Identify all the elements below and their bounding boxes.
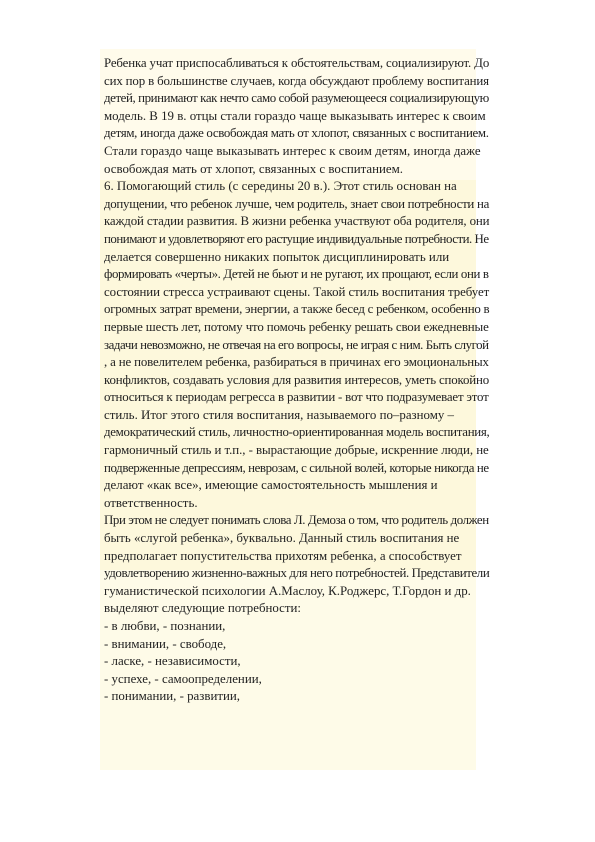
text-line: понимают и удовлетворяют его растущие индивидуальные потребности. Не [104,231,489,246]
text-line: Стали гораздо чаще выказывать интерес к своим детям, иногда даже [104,143,481,158]
text-line: подверженные депрессиям, неврозам, с сильной волей, которые никогда не [104,460,489,475]
text-line: делают «как все», имеющие самостоятельность мышления и [104,478,438,493]
text-line: модель. В 19 в. отцы стали гораздо чаще выказывать интерес к своим [104,108,486,123]
text-line: предполагает попустительства прихотям ребенка, а способствует [104,548,462,563]
text-line: 6. Помогающий стиль (с середины 20 в.). Этот стиль основан на [104,179,457,194]
text-line: При этом не следует понимать слова Л. Демоза о том, что родитель должен [104,513,489,528]
list-item: - успехе, - самоопределении, [104,671,262,686]
text-line: гуманистической психологии А.Маслоу, К.Роджерс, Т.Гордон и др. [104,583,471,598]
text-line: огромных затрат времени, энергии, а также бесед с ребенком, особенно в [104,302,490,317]
list-item: - ласке, - независимости, [104,654,241,669]
text-line: детей, принимают как нечто само собой разумеющееся социализирующую [104,91,489,106]
text-line: формировать «черты». Детей не бьют и не ругают, их прощают, если они в [104,267,489,282]
text-line: освобождая мать от хлопот, связанных с воспитанием. [104,161,404,176]
text-line: задачи невозможно, не отвечая на его вопросы, не играя с ним. Быть слугой [104,337,489,352]
text-line: , а не повелителем ребенка, разбираться в причинах его эмоциональных [104,355,489,370]
text-line: конфликтов, создавать условия для развития интересов, уметь спокойно [104,372,490,387]
text-line: детям, иногда даже освобождая мать от хлопот, связанных с воспитанием. [104,126,489,141]
text-line: сих пор в большинстве случаев, когда обсуждают проблему воспитания [104,73,489,88]
text-line: демократический стиль, личностно-ориентированная модель воспитания, [104,425,490,440]
body-text [104,55,490,706]
text-line: первые шесть лет, потому что помочь ребенку решать свои ежедневные [104,319,489,334]
list-item: - понимании, - развитии, [104,689,240,704]
text-line: состоянии стресса устраивают сцены. Такой стиль воспитания требует [104,284,490,299]
text-line: удовлетворению жизненно-важных для него потребностей. Представители [104,566,490,581]
text-line: гармоничный стиль и т.п., - вырастающие добрые, искренние люди, не [104,443,489,458]
text-line: выделяют следующие потребности: [104,601,302,616]
text-line: быть «слугой ребенка», буквально. Данный стиль воспитания не [104,531,460,546]
text-line: каждой стадии развития. В жизни ребенка участвуют оба родителя, они [104,214,490,229]
text-line: ответственность. [104,495,198,510]
text-line: допущении, что ребенок лучше, чем родитель, знает свои потребности на [104,196,490,211]
text-line: стиль. Итог этого стиля воспитания, называемого по–разному – [104,407,455,422]
list-item: - в любви, - познании, [104,619,226,633]
text-line: относиться к периодам регресса в развитии - вот что подразумевает этот [104,390,489,405]
text-line: делается совершенно никаких попыток дисциплинировать или [104,249,450,264]
text-line: Ребенка учат приспосабливаться к обстоятельствам, социализируют. До [104,56,490,70]
list-item: - внимании, - свободе, [104,636,227,651]
